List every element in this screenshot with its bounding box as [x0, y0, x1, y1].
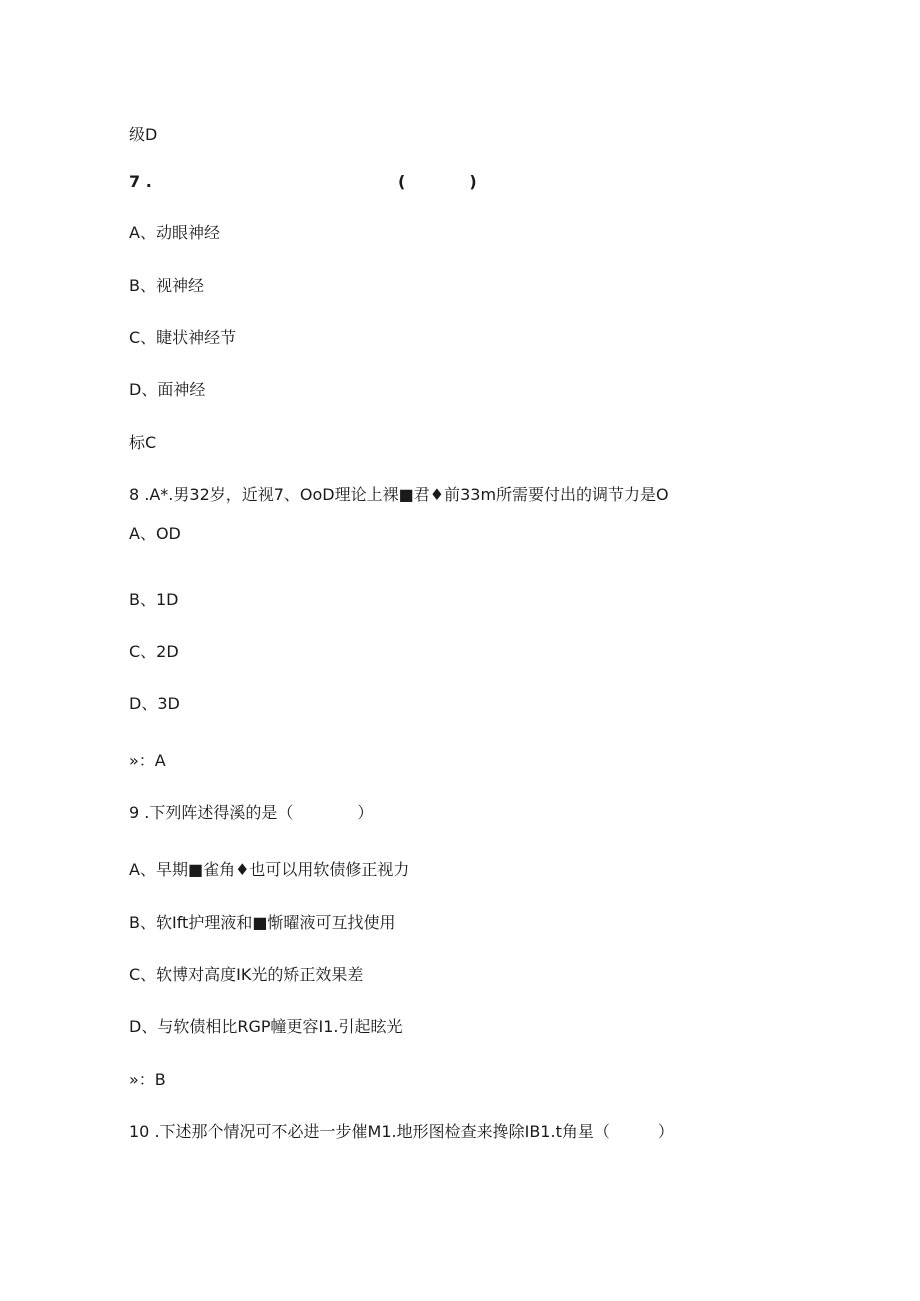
option-a: A、OD	[129, 524, 181, 543]
option-d: D、与软债相比RGP幢更容I1.引起眩光	[129, 1017, 403, 1036]
question-7-number: 7 .	[129, 172, 152, 191]
option-d: D、3D	[129, 694, 180, 713]
question-8: 8 .A*.男32岁，近视7、OoD理论上裸■君♦前33m所需要付出的调节力是O	[129, 485, 669, 504]
question-9: 9 .下列阵述得溪的是（ ）	[129, 803, 374, 822]
text-line: 级D	[129, 125, 158, 144]
question-10: 10 .下述那个情况可不必进一步催M1.地形图检查来搀除IB1.t角星（ ）	[129, 1122, 674, 1141]
option-a: A、早期■雀角♦也可以用软债修正视力	[129, 860, 410, 879]
option-c: C、软博对高度IK光的矫正效果差	[129, 965, 364, 984]
answer-line: 标C	[129, 433, 157, 452]
answer-line: »：B	[129, 1070, 166, 1089]
option-a: A、动眼神经	[129, 223, 220, 242]
option-b: B、软Ift护理液和■惭曜液可互找使用	[129, 913, 396, 932]
answer-line: »：A	[129, 751, 166, 770]
question-7-bracket: ( )	[398, 172, 477, 191]
option-c: C、2D	[129, 642, 179, 661]
option-b: B、1D	[129, 590, 179, 609]
option-b: B、视神经	[129, 276, 204, 295]
option-d: D、面神经	[129, 380, 206, 399]
option-c: C、睫状神经节	[129, 328, 237, 347]
